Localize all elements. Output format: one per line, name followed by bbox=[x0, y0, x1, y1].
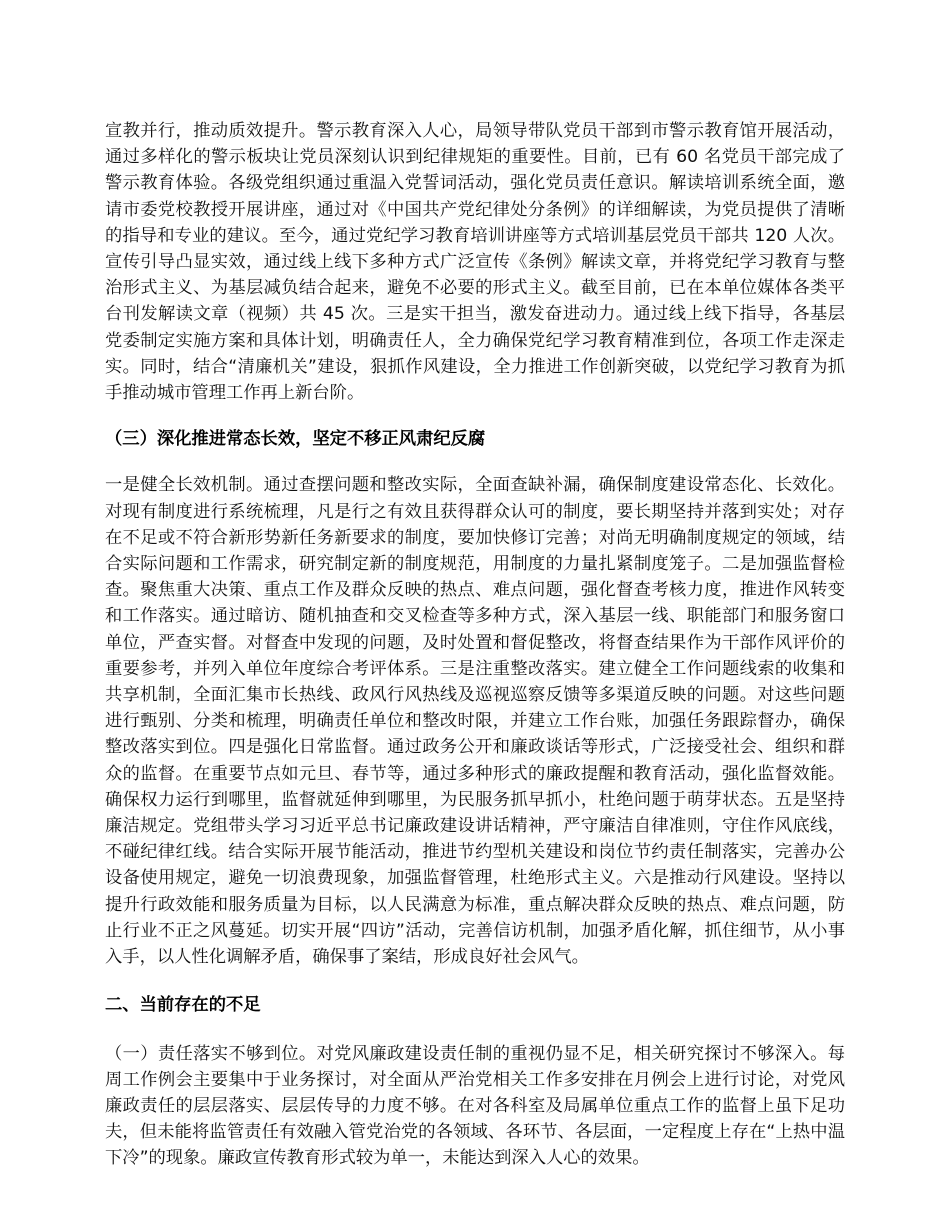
spacer-before-heading-three bbox=[105, 406, 845, 426]
document-body bbox=[105, 118, 845, 1172]
spacer-after-section-two bbox=[105, 1019, 845, 1041]
heading-section-three: （三）深化推进常态长效，坚定不移正风肃纪反腐 bbox=[105, 429, 486, 450]
spacer-before-section-two bbox=[105, 970, 845, 992]
paragraph-long-term-mechanisms: 一是健全长效机制。通过查摆问题和整改实际，全面查缺补漏，确保制度建设常态化、长效化。对现有制度进行系统梳理，凡是行之有效且获得群众认可的制度，要长期坚持并落到实处；对存在不足或不符合新形势新任务新要求的制度，要加快修订完善；对尚无明确制度规定的领域，结合实际问题和工作需求，研究制定新的制度规范，用制度的力量扎紧制度笼子。二是加强监督检查。聚焦重大决策、重点工作及群众反映的热点、难点问题，强化督查考核力度，推进作风转变和工作落实。通过暗访、随机抽查和交叉检查等多种方式，深入基层一线、职能部门和服务窗口单位，严查实督。对督查中发现的问题，及时处置和督促整改，将督查结果作为干部作风评价的重要参考，并列入单位年度综合考评体系。三是注重整改落实。建立健全工作问题线索的收集和共享机制，全面汇集市长热线、政风行风热线及巡视巡察反馈等多渠道反映的问题。对这些问题进行甄别、分类和梳理，明确责任单位和整改时限，并建立工作台账，加强任务跟踪督办，确保整改落实到位。四是强化日常监督。通过政务公开和廉政谈话等形式，广泛接受社会、组织和群众的监督。在重要节点如元旦、春节等，通过多种形式的廉政提醒和教育活动，强化监督效能。确保权力运行到哪里，监督就延伸到哪里，为民服务抓早抓小，杜绝问题于萌芽状态。五是坚持廉洁规定。党组带头学习习近平总书记廉政建设讲话精神，严守廉洁自律准则，守住作风底线，不碰纪律红线。结合实际开展节能活动，推进节约型机关建设和岗位节约责任制落实，完善办公设备使用规定，避免一切浪费现象，加强监督管理，杜绝形式主义。六是推动行风建设。坚持以提升行政效能和服务质量为目标，以人民满意为标准，重点解决群众反映的热点、难点问题，防止行业不正之风蔓延。切实开展“四访”活动，完善信访机制，加强矛盾化解，抓住细节，从小事入手，以人性化调解矛盾，确保事了案结，形成良好社会风气。 bbox=[105, 475, 845, 968]
heading-section-two-shortcomings: 二、当前存在的不足 bbox=[105, 995, 261, 1016]
spacer-after-heading-three bbox=[105, 452, 845, 472]
paragraph-shortcoming-responsibility: （一）责任落实不够到位。对党风廉政建设责任制的重视仍显不足，相关研究探讨不够深入。每周工作例会主要集中于业务探讨，对全面从严治党相关工作多安排在月例会上进行讨论，对党风廉政责任的层层落实、层层传导的力度不够。在对各科室及局属单位重点工作的监督上虽下足功夫，但未能将监管责任有效融入管党治党的各领域、各环节、各层面，一定程度上存在“上热中温下冷”的现象。廉政宣传教育形式较为单一，未能达到深入人心的效果。 bbox=[105, 1043, 845, 1169]
paragraph-continuation-publicity-education: 宣教并行，推动质效提升。警示教育深入人心，局领导带队党员干部到市警示教育馆开展活动，通过多样化的警示板块让党员深刻认识到纪律规矩的重要性。目前，已有 60 名党员干部完成了警示教育体验。各级党组织通过重温入党誓词活动，强化党员责任意识。解读培训系统全面，邀请市委党校教授开展讲座，通过对《中国共产党纪律处分条例》的详细解读，为党员提供了清晰的指导和专业的建议。至今，通过党纪学习教育培训讲座等方式培训基层党员干部共 120 人次。宣传引导凸显实效，通过线上线下多种方式广泛宣传《条例》解读文章，并将党纪学习教育与整治形式主义、为基层减负结合起来，避免不必要的形式主义。截至目前，已在本单位媒体各类平台刊发解读文章（视频）共 45 次。三是实干担当，激发奋进动力。通过线上线下指导，各基层党委制定实施方案和具体计划，明确责任人，全力确保党纪学习教育精准到位，各项工作走深走实。同时，结合“清廉机关”建设，狠抓作风建设，全力推进工作创新突破，以党纪学习教育为抓手推动城市管理工作再上新台阶。 bbox=[105, 121, 845, 404]
